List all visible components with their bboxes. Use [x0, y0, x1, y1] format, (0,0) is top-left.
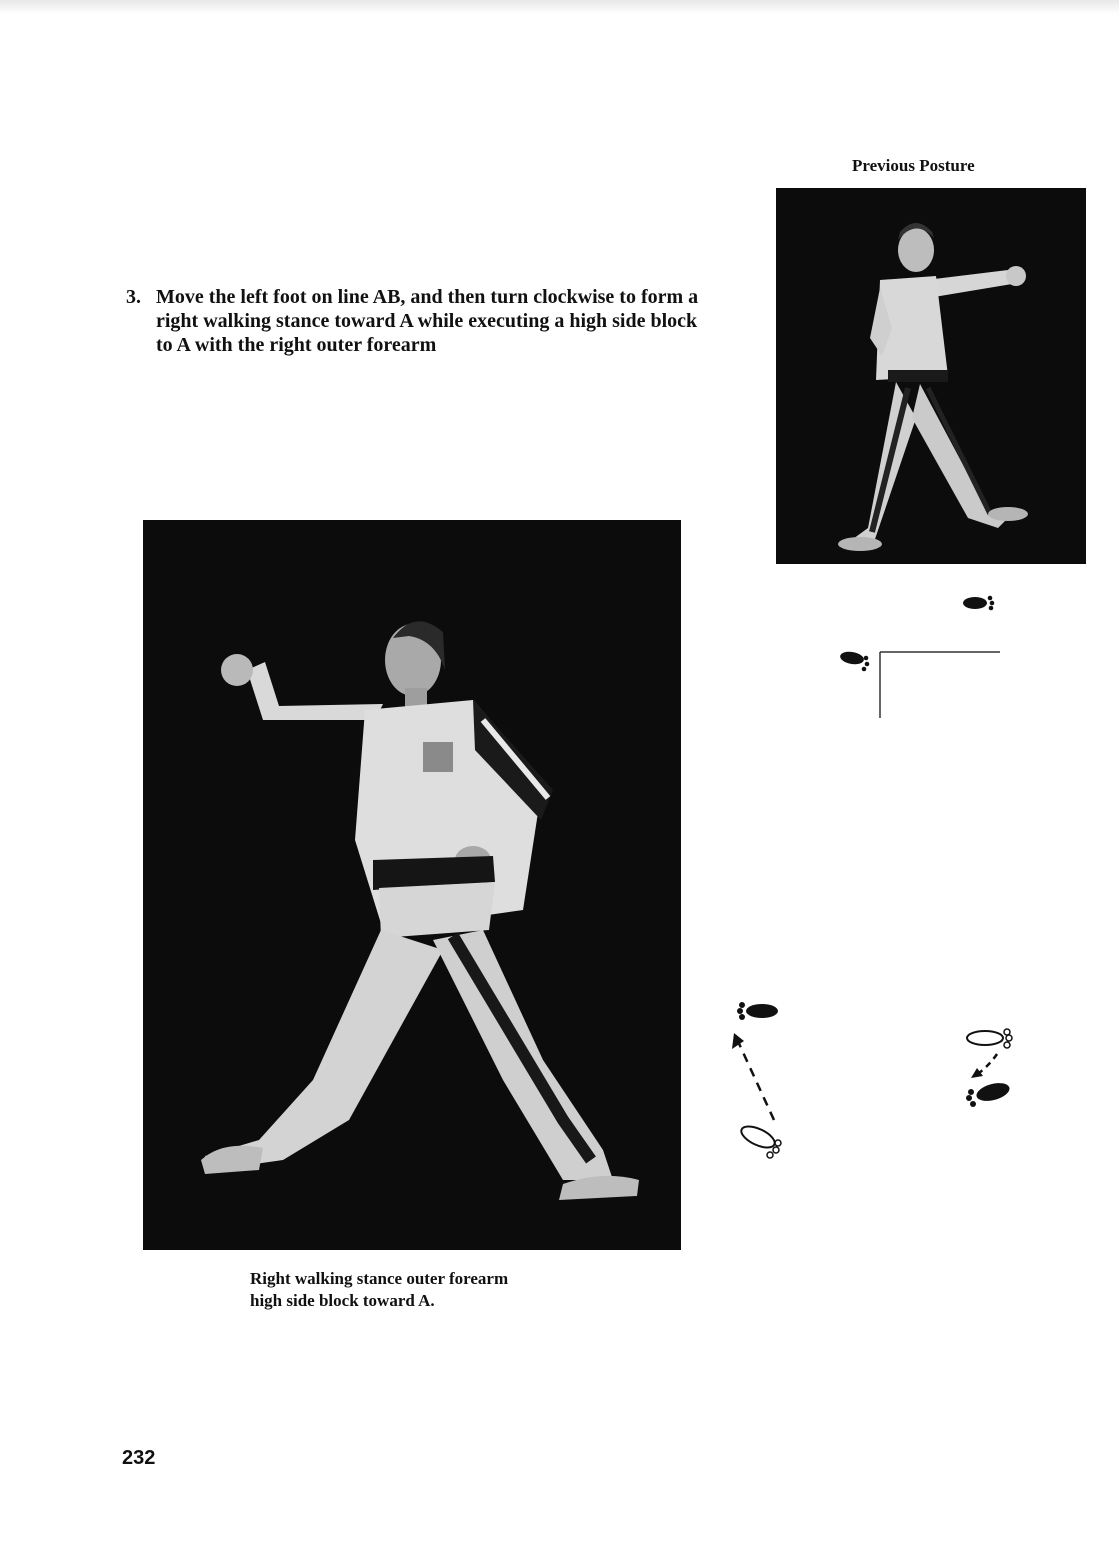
previous-posture-photo: [776, 188, 1086, 564]
page-top-edge: [0, 0, 1119, 14]
martial-artist-high-side-block-photo-icon: [143, 520, 681, 1250]
right-turn-diagram: [955, 1020, 1025, 1120]
main-posture-photo: [143, 520, 681, 1250]
step-number: 3.: [126, 286, 141, 308]
previous-foot-diagram: [830, 590, 1010, 730]
previous-posture-label: Previous Posture: [852, 156, 975, 175]
step-instruction: [126, 285, 706, 357]
caption-line-2: high side block toward A.: [250, 1291, 435, 1310]
caption-line-1: Right walking stance outer forearm: [250, 1269, 509, 1288]
page-number: 232: [122, 1447, 156, 1469]
photo-caption: [250, 1268, 650, 1312]
martial-artist-front-punch-photo-icon: [776, 188, 1086, 564]
left-step-diagram: [722, 995, 802, 1165]
footstep-arrow-diagram-icon: [722, 995, 802, 1165]
footprint-line-diagram-icon: [830, 590, 1010, 730]
step-instruction-text: Move the left foot on line AB, and then turn clockwise to form a right walking stance toward A while executing a high side block to A with the right outer forearm: [156, 286, 699, 356]
footstep-turn-diagram-icon: [955, 1020, 1025, 1120]
